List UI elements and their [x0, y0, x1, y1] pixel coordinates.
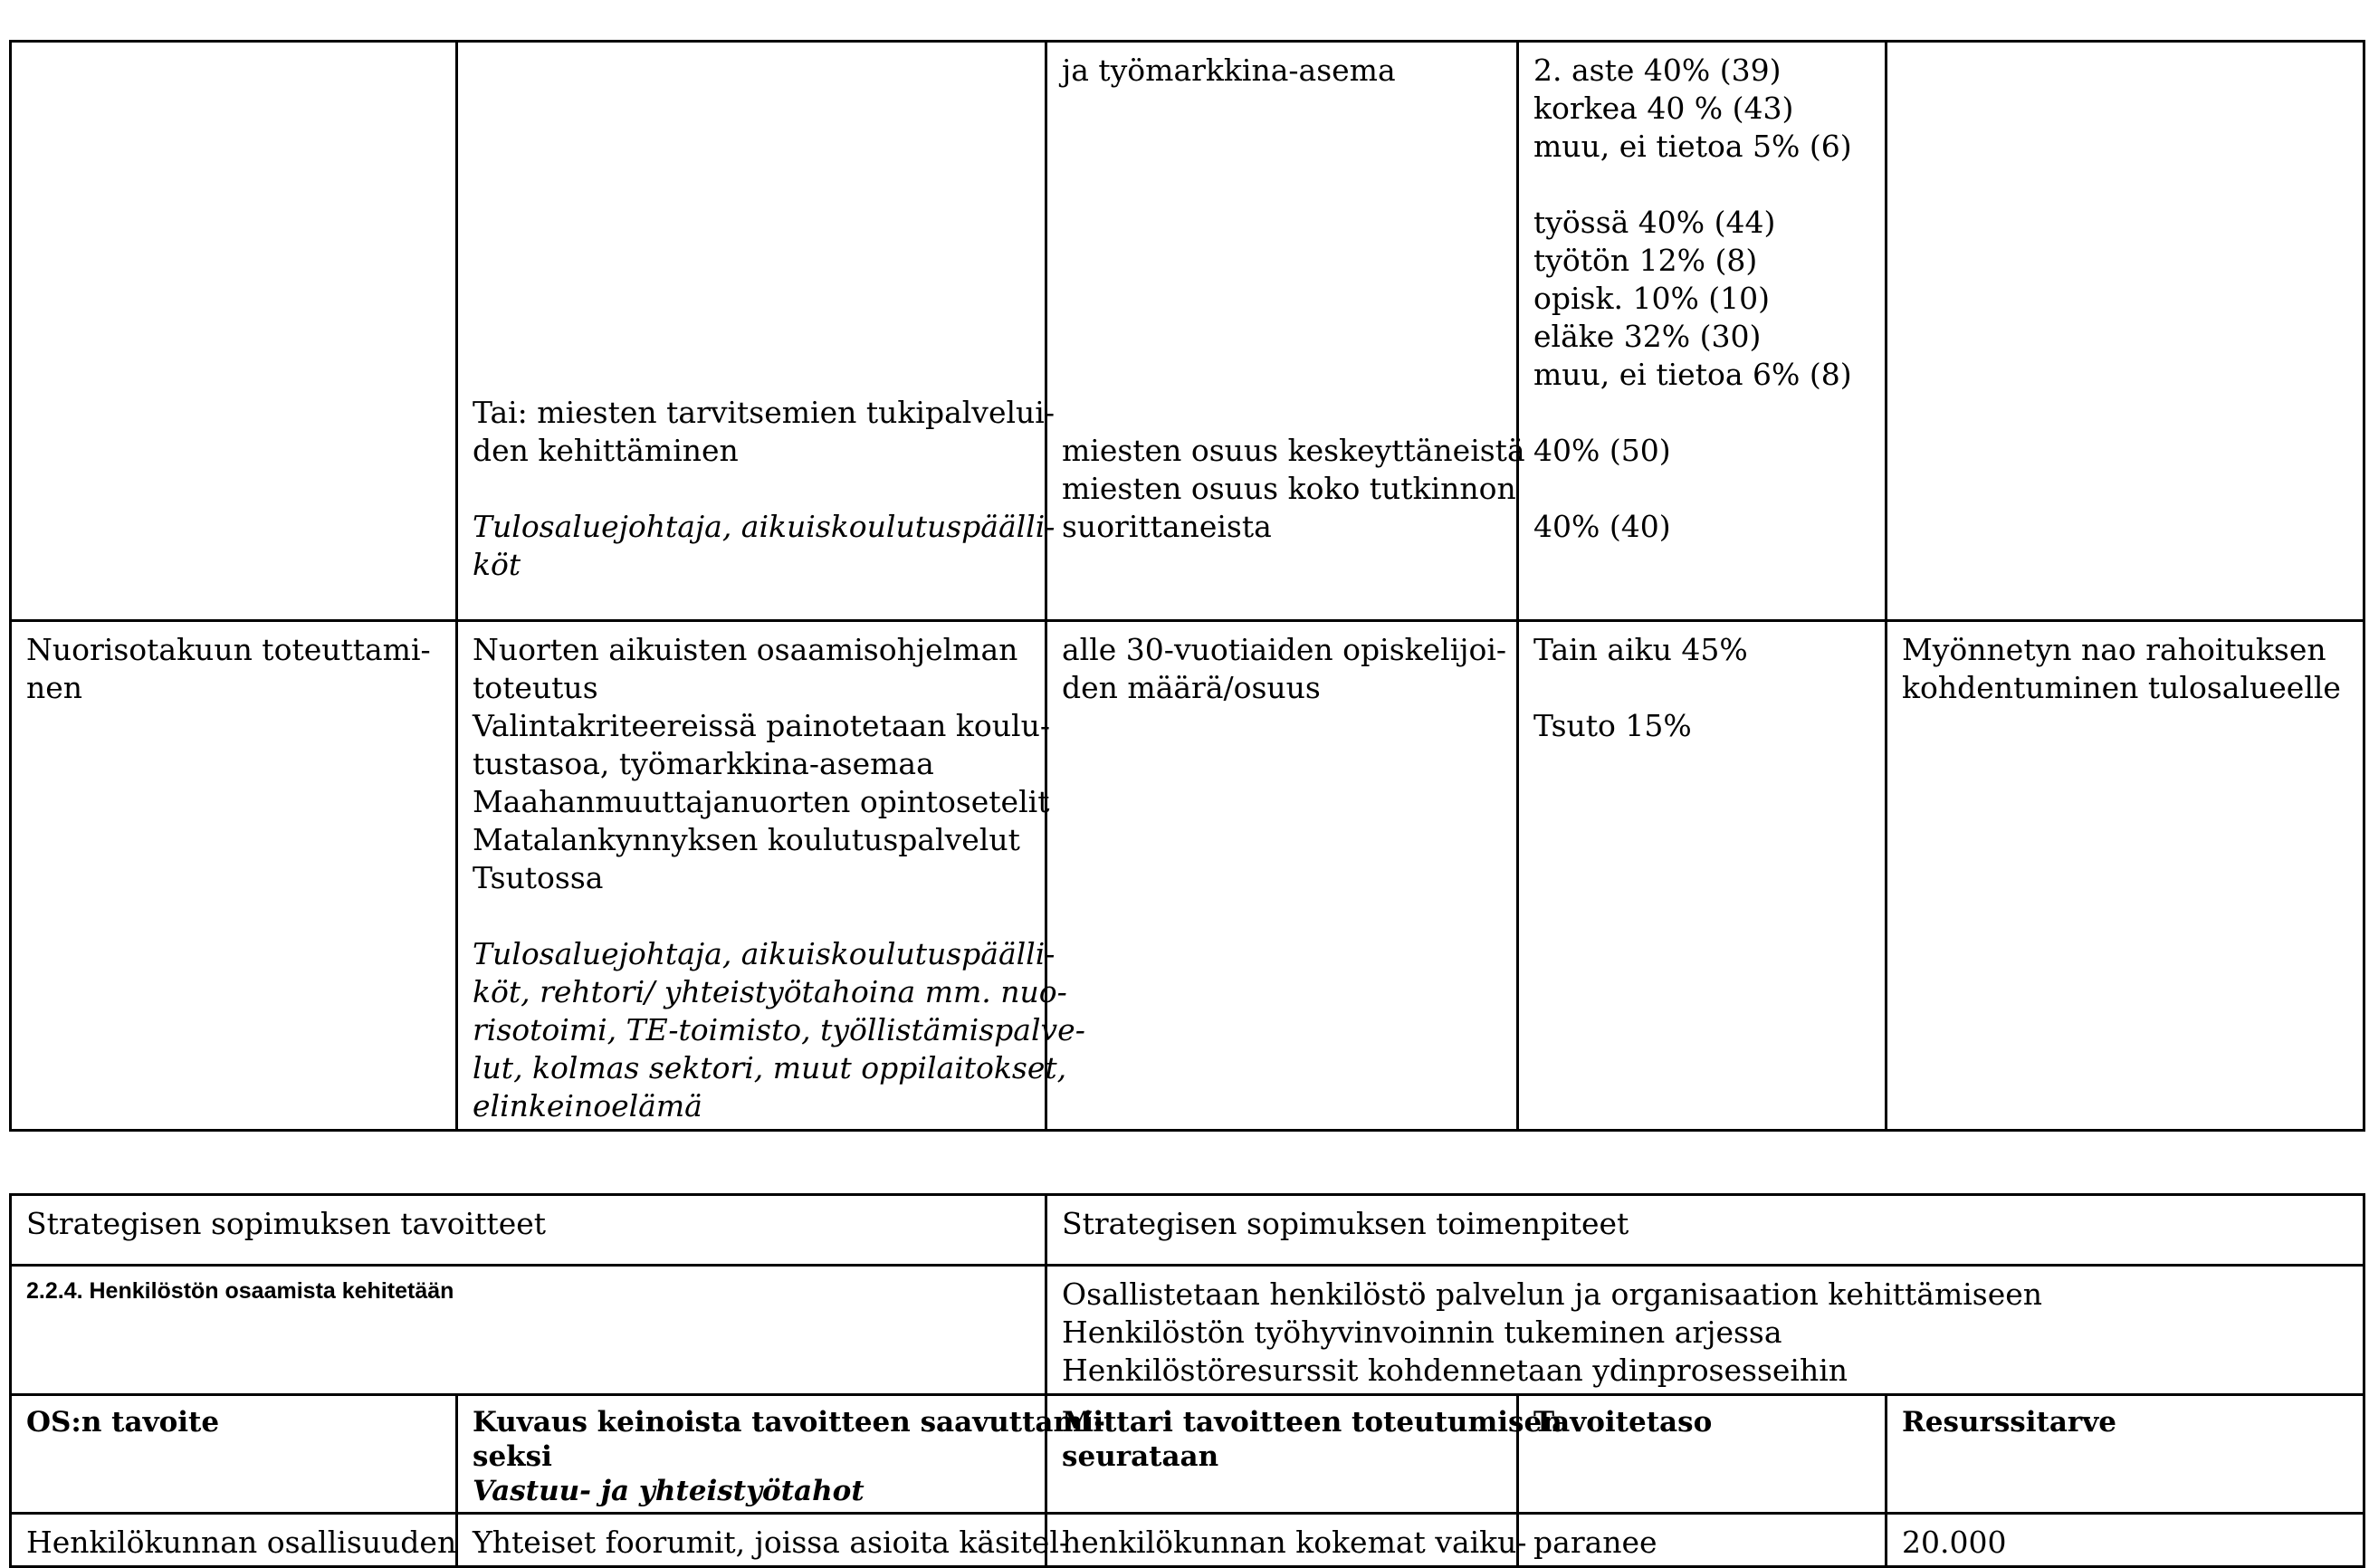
target-text [1533, 508, 1870, 546]
text-line: Nuorten aikuisten osaamisohjelman [473, 632, 1018, 667]
target-cell [1518, 42, 1887, 621]
goal-text: Henkilökunnan osallisuuden [26, 1525, 457, 1560]
column-header [1046, 1395, 1562, 1514]
means-cell [457, 42, 1056, 621]
text-line: Mittari tavoitteen toteutumisen [1062, 1406, 1562, 1439]
text-line: köt, rehtori/ yhteistyötahoina mm. nuo- [473, 974, 1067, 1009]
means-text [473, 631, 1051, 897]
target-text [1533, 204, 1870, 394]
text-line: miesten osuus keskeyttäneistä [1062, 433, 1525, 468]
text-line: eläke 32% (30) [1533, 319, 1762, 354]
goal-cell [11, 1514, 457, 1567]
resource-cell [1887, 42, 2364, 621]
text-line: työtön 12% (8) [1533, 243, 1758, 278]
text-line: 40% (50) [1533, 433, 1671, 468]
header-measures-text: Strategisen sopimuksen toimenpiteet [1062, 1206, 1629, 1241]
table-row [11, 1266, 2364, 1395]
indicator-cell [1046, 621, 1518, 1131]
text-line: seksi [473, 1440, 552, 1473]
text-line: Myönnetyn nao rahoituksen [1902, 632, 2326, 667]
table-header-row [11, 1195, 2364, 1266]
text-line: 40% (40) [1533, 509, 1671, 544]
goal-cell [11, 42, 457, 621]
indicator-text: henkilökunnan kokemat vaiku- [1062, 1525, 1527, 1560]
text-line: muu, ei tietoa 5% (6) [1533, 129, 1852, 164]
text-line: toteutus [473, 670, 598, 705]
column-header [1518, 1395, 1887, 1514]
strategy-table [9, 1193, 2365, 1568]
goal-text [26, 631, 441, 707]
target-text [1533, 52, 1870, 166]
text-line: Henkilöstöresurssit kohdennetaan ydinprosesseihin [1062, 1353, 1848, 1388]
text-line: alle 30-vuotiaiden opiskelijoi- [1062, 632, 1507, 667]
text-line: Valintakriteereissä painotetaan koulu- [473, 708, 1051, 743]
column-subheader-text: Vastuu- ja yhteistyötahot [473, 1475, 864, 1507]
indicator-cell [1046, 42, 1525, 621]
text-line: Tavoitetaso [1533, 1406, 1713, 1439]
text-line: ja työmarkkina-asema [1062, 53, 1396, 88]
column-header [457, 1395, 1105, 1514]
goal-title-cell [11, 1266, 1046, 1395]
column-header [1887, 1395, 2364, 1514]
column-header-text [1533, 1405, 1870, 1439]
text-line: Resurssitarve [1902, 1406, 2116, 1439]
target-text: paranee [1533, 1525, 1657, 1560]
means-cell [457, 1514, 1070, 1567]
text-line: nen [26, 670, 83, 705]
indicator-text [1062, 631, 1507, 707]
target-cell [1518, 1514, 1887, 1567]
column-header-text [1062, 1405, 1562, 1474]
table-row [11, 42, 2364, 621]
header-goals [11, 1195, 1046, 1266]
text-line: Tai: miesten tarvitsemien tukipalvelui- [473, 395, 1055, 430]
measures-list [1062, 1276, 2348, 1390]
text-line: Tulosaluejohtaja, aikuiskoulutuspäälli- [473, 936, 1056, 971]
text-line: risotoimi, TE-toimisto, työllistämispalve- [473, 1012, 1085, 1047]
resource-text [1902, 631, 2348, 707]
text-line: Osallistetaan henkilöstö palvelun ja organisaation kehittämiseen [1062, 1276, 2043, 1312]
table-row [11, 621, 2364, 1131]
text-line: opisk. 10% (10) [1533, 281, 1771, 316]
text-line: Tsutossa [473, 860, 604, 895]
means-text: Yhteiset foorumit, joissa asioita käsitel- [473, 1525, 1070, 1560]
activity-table [9, 40, 2365, 1132]
responsibility-text [473, 508, 1056, 584]
means-cell [457, 621, 1085, 1131]
indicator-text [1062, 432, 1525, 546]
text-line: kohdentuminen tulosalueelle [1902, 670, 2341, 705]
text-line: muu, ei tietoa 6% (8) [1533, 357, 1852, 392]
target-cell [1518, 621, 1887, 1131]
means-text [473, 394, 1055, 470]
goal-title: 2.2.4. Henkilöstön osaamista kehitetään [26, 1278, 454, 1304]
target-text [1533, 432, 1870, 470]
text-line: miesten osuus koko tutkinnon [1062, 471, 1516, 506]
text-line: Maahanmuuttajanuorten opintosetelit [473, 784, 1050, 819]
text-line: elinkeinoelämä [473, 1088, 702, 1123]
column-header-row [11, 1395, 2364, 1514]
column-header [11, 1395, 457, 1514]
text-line: Tain aiku 45% [1533, 632, 1748, 667]
column-header-text [26, 1405, 441, 1439]
column-header-text [1902, 1405, 2348, 1439]
target-text [1533, 631, 1870, 669]
text-line: den kehittäminen [473, 433, 739, 468]
resource-cell [1887, 1514, 2364, 1567]
text-line: tustasoa, työmarkkina-asemaa [473, 746, 934, 781]
responsibility-text [473, 935, 1085, 1125]
text-line: köt [473, 547, 521, 582]
header-goals-text: Strategisen sopimuksen tavoitteet [26, 1206, 547, 1241]
resource-cell [1887, 621, 2364, 1131]
text-line: seurataan [1062, 1440, 1219, 1473]
text-line: suorittaneista [1062, 509, 1272, 544]
text-line: korkea 40 % (43) [1533, 91, 1794, 126]
column-header-text [473, 1405, 1105, 1474]
text-line: Nuorisotakuun toteuttami- [26, 632, 431, 667]
text-line: den määrä/osuus [1062, 670, 1321, 705]
text-line: Matalankynnyksen koulutuspalvelut [473, 822, 1020, 857]
text-line: OS:n tavoite [26, 1406, 220, 1439]
resource-text: 20.000 [1902, 1525, 2007, 1560]
indicator-text [1062, 52, 1502, 90]
indicator-cell [1046, 1514, 1527, 1567]
table-row [11, 1514, 2364, 1567]
text-line: Tsuto 15% [1533, 708, 1692, 743]
text-line: Tulosaluejohtaja, aikuiskoulutuspäälli- [473, 509, 1056, 544]
target-text [1533, 707, 1870, 745]
text-line: lut, kolmas sektori, muut oppilaitokset, [473, 1050, 1067, 1085]
text-line: 2. aste 40% (39) [1533, 53, 1782, 88]
goal-cell [11, 621, 457, 1131]
text-line: Kuvaus keinoista tavoitteen saavuttami- [473, 1406, 1105, 1439]
text-line: Henkilöstön työhyvinvoinnin tukeminen arjessa [1062, 1315, 1782, 1350]
measures-cell [1046, 1266, 2364, 1395]
header-measures [1046, 1195, 2364, 1266]
text-line: työssä 40% (44) [1533, 205, 1776, 240]
